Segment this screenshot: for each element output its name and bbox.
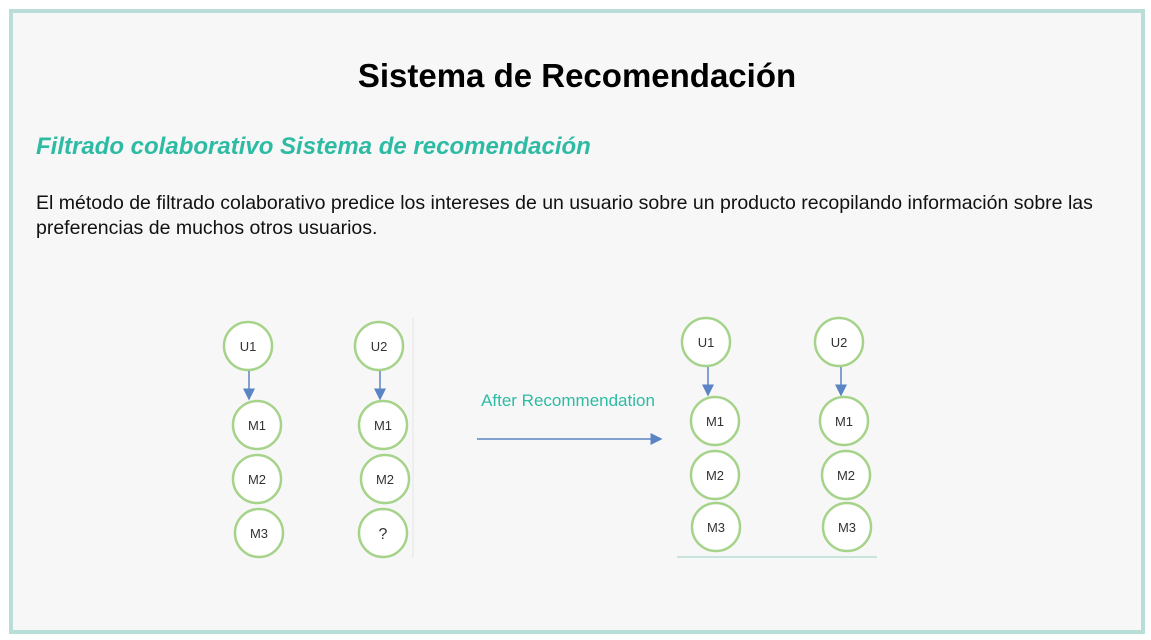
before-user1-item-label: M1 xyxy=(247,418,267,433)
after-user1-label: U1 xyxy=(697,335,715,350)
before-user1-item-label: M2 xyxy=(247,472,267,487)
before-user2-group xyxy=(355,322,409,557)
after-user2-label: U2 xyxy=(830,335,848,350)
before-user2-item-label: M1 xyxy=(373,418,393,433)
before-user2-label: U2 xyxy=(370,339,388,354)
before-user1-item-label: M3 xyxy=(249,526,269,541)
transition-group xyxy=(477,391,661,439)
after-user2-group xyxy=(815,318,871,551)
after-user1-item-label: M3 xyxy=(706,520,726,535)
slide-frame xyxy=(9,9,1145,634)
transition-label: After Recommendation xyxy=(481,391,655,410)
after-user1-item-label: M2 xyxy=(705,468,725,483)
after-user2-item-label: M2 xyxy=(836,468,856,483)
after-user1-group xyxy=(682,318,740,551)
slide-description: El método de filtrado colaborativo predice los intereses de un usuario sobre un producto recopilando información sobre las preferencias de muchos otros usuarios. xyxy=(36,192,1093,239)
before-user1-group xyxy=(224,322,283,557)
before-user1-label: U1 xyxy=(239,339,257,354)
slide-subtitle: Filtrado colaborativo Sistema de recomendación xyxy=(36,133,591,160)
after-user2-item-label: M1 xyxy=(834,414,854,429)
after-user2-item-label: M3 xyxy=(837,520,857,535)
before-user2-unknown-label: ? xyxy=(378,526,388,543)
before-user2-item-label: M2 xyxy=(375,472,395,487)
slide-title: Sistema de Recomendación xyxy=(357,57,797,94)
after-user1-item-label: M1 xyxy=(705,414,725,429)
collaborative-filtering-diagram xyxy=(13,13,1141,630)
